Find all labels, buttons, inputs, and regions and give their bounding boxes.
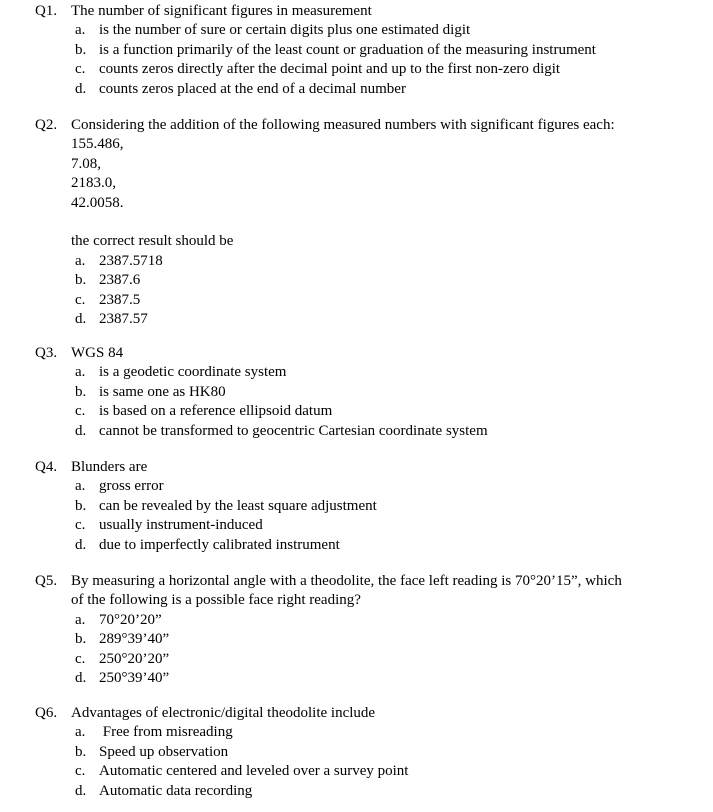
question-text-line: 7.08, <box>71 155 101 172</box>
question-text: WGS 84 <box>71 345 124 361</box>
question-number: Q1. <box>35 3 58 19</box>
question-text: The number of significant figures in measurement <box>71 3 372 19</box>
option-letter: c. <box>75 650 86 667</box>
option-letter: c. <box>75 403 86 420</box>
option-letter: d. <box>75 782 87 799</box>
option-letter: a. <box>75 478 86 495</box>
option-letter: c. <box>75 763 86 780</box>
option-text: counts zeros directly after the decimal point and up to the first non-zero digit <box>99 61 561 78</box>
option-text: is based on a reference ellipsoid datum <box>99 403 333 420</box>
option-c[interactable] <box>0 762 713 781</box>
question-3 <box>0 344 713 441</box>
option-b[interactable] <box>0 271 713 290</box>
question-2 <box>0 116 713 329</box>
question-4 <box>0 458 713 555</box>
question-number: Q6. <box>35 705 58 721</box>
option-text: 289°39’40” <box>99 631 170 648</box>
question-text-line: 2183.0, <box>71 175 116 192</box>
question-text-line: the correct result should be <box>71 233 234 250</box>
option-a[interactable] <box>0 477 713 496</box>
option-text: 250°39’40” <box>99 669 170 686</box>
question-text: Blunders are <box>71 459 148 475</box>
option-b[interactable] <box>0 383 713 402</box>
option-d[interactable] <box>0 310 713 329</box>
question-text-line: 42.0058. <box>71 194 124 211</box>
option-text: counts zeros placed at the end of a decimal number <box>99 80 406 97</box>
question-text-line: of the following is a possible face right reading? <box>71 592 361 609</box>
question-number: Q5. <box>35 573 58 589</box>
option-b[interactable] <box>0 630 713 649</box>
option-letter: a. <box>75 724 86 741</box>
option-c[interactable] <box>0 60 713 79</box>
option-c[interactable] <box>0 291 713 310</box>
option-letter: b. <box>75 743 87 760</box>
option-text: Speed up observation <box>99 743 229 760</box>
option-text: 2387.5718 <box>99 252 163 269</box>
option-text: is a function primarily of the least count or graduation of the measuring instrument <box>99 41 596 58</box>
option-b[interactable] <box>0 41 713 60</box>
option-letter: a. <box>75 22 86 39</box>
option-letter: d. <box>75 422 87 439</box>
option-text: cannot be transformed to geocentric Cartesian coordinate system <box>99 422 488 439</box>
option-text: 2387.57 <box>99 310 148 327</box>
option-letter: a. <box>75 364 86 381</box>
option-letter: b. <box>75 272 87 289</box>
option-text: 2387.6 <box>99 272 141 289</box>
option-a[interactable] <box>0 363 713 382</box>
option-text: is the number of sure or certain digits plus one estimated digit <box>99 22 471 39</box>
option-text: Free from misreading <box>99 724 233 741</box>
question-number: Q4. <box>35 459 58 475</box>
question-number: Q3. <box>35 345 58 361</box>
option-letter: b. <box>75 383 87 400</box>
option-a[interactable] <box>0 723 713 742</box>
option-text: usually instrument-induced <box>99 517 263 534</box>
option-text: due to imperfectly calibrated instrument <box>99 536 340 553</box>
option-letter: b. <box>75 631 87 648</box>
option-letter: a. <box>75 252 86 269</box>
question-text: By measuring a horizontal angle with a theodolite, the face left reading is 70°20’15”, which <box>71 573 622 589</box>
option-c[interactable] <box>0 650 713 669</box>
option-a[interactable] <box>0 611 713 630</box>
option-c[interactable] <box>0 402 713 421</box>
option-a[interactable] <box>0 21 713 40</box>
question-5 <box>0 572 713 688</box>
option-text: Automatic centered and leveled over a survey point <box>99 763 409 780</box>
option-text: 2387.5 <box>99 291 141 308</box>
option-text: is a geodetic coordinate system <box>99 364 287 381</box>
option-letter: b. <box>75 41 87 58</box>
option-letter: b. <box>75 497 87 514</box>
option-letter: c. <box>75 291 86 308</box>
option-letter: d. <box>75 310 87 327</box>
option-b[interactable] <box>0 743 713 762</box>
option-c[interactable] <box>0 516 713 535</box>
option-b[interactable] <box>0 497 713 516</box>
question-text: Considering the addition of the following measured numbers with significant figures each: <box>71 117 615 133</box>
option-letter: d. <box>75 80 87 97</box>
option-d[interactable] <box>0 80 713 99</box>
question-number: Q2. <box>35 117 58 133</box>
option-d[interactable] <box>0 536 713 555</box>
option-letter: c. <box>75 517 86 534</box>
option-text: gross error <box>99 478 164 495</box>
option-d[interactable] <box>0 669 713 688</box>
option-text: is same one as HK80 <box>99 383 226 400</box>
question-6 <box>0 704 713 801</box>
option-letter: d. <box>75 669 87 686</box>
option-letter: d. <box>75 536 87 553</box>
question-1 <box>0 2 713 99</box>
option-text: 250°20’20” <box>99 650 170 667</box>
option-text: can be revealed by the least square adjustment <box>99 497 377 514</box>
option-text: Automatic data recording <box>99 782 253 799</box>
option-letter: c. <box>75 61 86 78</box>
question-text-line: 155.486, <box>71 136 124 153</box>
option-letter: a. <box>75 611 86 628</box>
option-d[interactable] <box>0 782 713 801</box>
question-text: Advantages of electronic/digital theodolite include <box>71 705 376 721</box>
option-text: 70°20’20” <box>99 611 162 628</box>
blank-line <box>0 213 713 232</box>
option-a[interactable] <box>0 252 713 271</box>
option-d[interactable] <box>0 422 713 441</box>
